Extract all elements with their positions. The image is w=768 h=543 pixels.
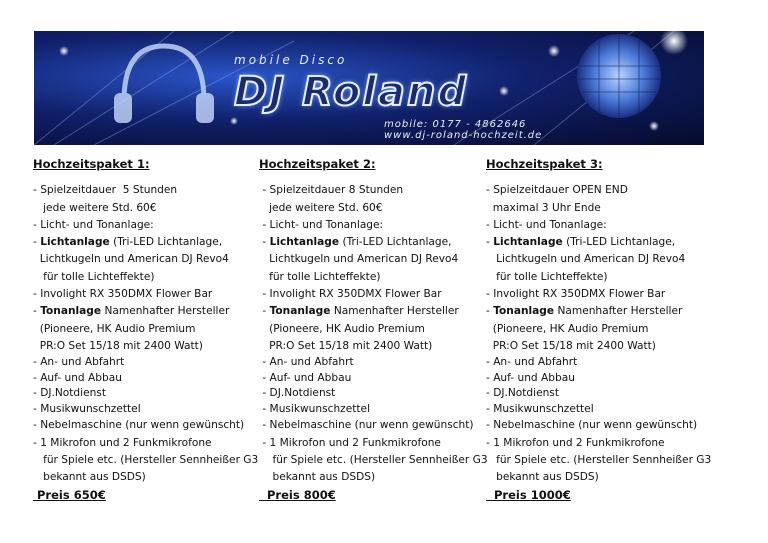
- package-line-duration: - Spielzeitdauer OPEN END: [486, 184, 628, 197]
- package-line-sound-dash: -: [259, 305, 270, 318]
- package-line-extra: jede weitere Std. 60€: [259, 201, 383, 214]
- package-line-light-label: Lichtanlage: [40, 236, 110, 249]
- package-line-light-3: für tolle Lichteffekte): [486, 270, 608, 283]
- package-line-wishlist: - Musikwunschzettel: [259, 402, 371, 415]
- package-line-light: [259, 234, 499, 251]
- package-price: Preis 1000€: [486, 488, 571, 503]
- package-line-mic-l1: - 1 Mikrofon und 2 Funkmikrofone: [33, 436, 212, 449]
- package-line-light-2: Lichtkugeln und American DJ Revo4: [33, 253, 229, 266]
- website-link[interactable]: www.dj-roland-hochzeit.de: [384, 130, 543, 141]
- package-line-light-text: (Tri-LED Lichtanlage,: [339, 236, 452, 249]
- package-line-setup: - Auf- und Abbau: [486, 371, 575, 384]
- package-line-involight: - Involight RX 350DMX Flower Bar: [486, 288, 666, 301]
- package-line-wishlist: - Musikwunschzettel: [486, 402, 594, 415]
- package-line-fog: - Nebelmaschine (nur wenn gewünscht): [33, 419, 245, 432]
- package-line-light-dash: -: [486, 236, 494, 249]
- package-line-mic-l2: für Spiele etc. (Hersteller Sennheißer G3: [33, 453, 259, 466]
- package-line-travel: - An- und Abfahrt: [486, 356, 578, 369]
- headphones-icon: [114, 46, 214, 123]
- package-title: Hochzeitspaket 3:: [486, 157, 603, 171]
- package-column-2: [259, 156, 499, 505]
- package-price: Preis 800€: [259, 488, 336, 503]
- package-line-light-label: Lichtanlage: [493, 236, 563, 249]
- package-line-sound-dash: -: [33, 305, 41, 318]
- package-line-involight: - Involight RX 350DMX Flower Bar: [33, 288, 213, 301]
- package-line-light: [33, 234, 273, 251]
- package-title: Hochzeitspaket 1:: [33, 157, 150, 171]
- package-line-sound-label: Tonanlage: [493, 305, 555, 318]
- package-line-emergency: - DJ.Notdienst: [33, 387, 106, 400]
- package-line-light-text: (Tri-LED Lichtanlage,: [109, 236, 223, 249]
- package-line-sound-3: PR:O Set 15/18 mit 2400 Watt): [33, 339, 203, 352]
- package-column-1: [33, 156, 273, 505]
- package-line-mic-l2: für Spiele etc. (Hersteller Sennheißer G3: [259, 453, 488, 466]
- package-line-travel: - An- und Abfahrt: [259, 356, 354, 369]
- package-line-sound-2: (Pioneere, HK Audio Premium: [259, 322, 425, 335]
- package-line-fog: - Nebelmaschine (nur wenn gewünscht): [259, 419, 474, 432]
- package-line-setup: - Auf- und Abbau: [33, 371, 122, 384]
- package-line-light-label: Lichtanlage: [269, 236, 340, 249]
- package-line-mic-l3: bekannt aus DSDS): [33, 471, 146, 484]
- package-line-extra: maximal 3 Uhr Ende: [486, 201, 601, 214]
- package-line-light-2: Lichtkugeln und American DJ Revo4: [486, 253, 686, 266]
- banner-tagline: mobile Disco: [234, 53, 348, 67]
- package-line-travel: - An- und Abfahrt: [33, 356, 125, 369]
- package-line-mic-l1: - 1 Mikrofon und 2 Funkmikrofone: [259, 436, 441, 449]
- package-line-emergency: - DJ.Notdienst: [259, 387, 336, 400]
- package-line-light-sound: - Licht- und Tonanlage:: [486, 218, 607, 231]
- package-line-sound-label: Tonanlage: [40, 305, 102, 318]
- package-line-sound-dash: -: [486, 305, 494, 318]
- phone-number: mobile: 0177 - 4862646: [384, 119, 527, 130]
- package-line-mic-l1: - 1 Mikrofon und 2 Funkmikrofone: [486, 436, 665, 449]
- package-line-sound: [486, 303, 726, 320]
- package-line-light-sound: - Licht- und Tonanlage:: [259, 218, 384, 231]
- package-line-light-3: für tolle Lichteffekte): [33, 270, 155, 283]
- package-line-emergency: - DJ.Notdienst: [486, 387, 559, 400]
- package-line-light-dash: -: [33, 236, 41, 249]
- package-title: Hochzeitspaket 2:: [259, 157, 376, 171]
- package-line-sound-text: Namenhafter Hersteller: [101, 305, 230, 318]
- package-line-wishlist: - Musikwunschzettel: [33, 402, 141, 415]
- package-line-sound: [33, 303, 273, 320]
- header-banner: [34, 31, 704, 145]
- package-price: Preis 650€: [33, 488, 106, 503]
- package-line-sound-2: (Pioneere, HK Audio Premium: [486, 322, 649, 335]
- package-line-sound-3: PR:O Set 15/18 mit 2400 Watt): [259, 339, 433, 352]
- package-line-sound-label: Tonanlage: [269, 305, 331, 318]
- package-line-mic-l3: bekannt aus DSDS): [259, 471, 376, 484]
- package-line-sound: [259, 303, 499, 320]
- package-line-duration: - Spielzeitdauer 8 Stunden: [259, 184, 404, 197]
- contact-info: [384, 119, 542, 141]
- package-line-mic-l3: bekannt aus DSDS): [486, 471, 599, 484]
- package-line-fog: - Nebelmaschine (nur wenn gewünscht): [486, 419, 698, 432]
- package-line-sound-text: Namenhafter Hersteller: [554, 305, 683, 318]
- package-line-light-2: Lichtkugeln und American DJ Revo4: [259, 253, 459, 266]
- package-line-light-3: für tolle Lichteffekte): [259, 270, 381, 283]
- package-line-sound-2: (Pioneere, HK Audio Premium: [33, 322, 196, 335]
- package-line-involight: - Involight RX 350DMX Flower Bar: [259, 288, 442, 301]
- package-line-light-text: (Tri-LED Lichtanlage,: [562, 236, 676, 249]
- package-line-light-dash: -: [259, 236, 270, 249]
- package-line-light: [486, 234, 726, 251]
- brand-name: DJ Roland: [234, 69, 469, 115]
- disco-ball-icon: [577, 34, 661, 118]
- package-line-duration: - Spielzeitdauer 5 Stunden: [33, 184, 178, 197]
- package-line-setup: - Auf- und Abbau: [259, 371, 352, 384]
- package-column-3: [486, 156, 726, 505]
- package-line-sound-text: Namenhafter Hersteller: [330, 305, 459, 318]
- package-line-extra: jede weitere Std. 60€: [33, 201, 157, 214]
- package-line-sound-3: PR:O Set 15/18 mit 2400 Watt): [486, 339, 656, 352]
- package-line-mic-l2: für Spiele etc. (Hersteller Sennheißer G3: [486, 453, 712, 466]
- package-line-light-sound: - Licht- und Tonanlage:: [33, 218, 154, 231]
